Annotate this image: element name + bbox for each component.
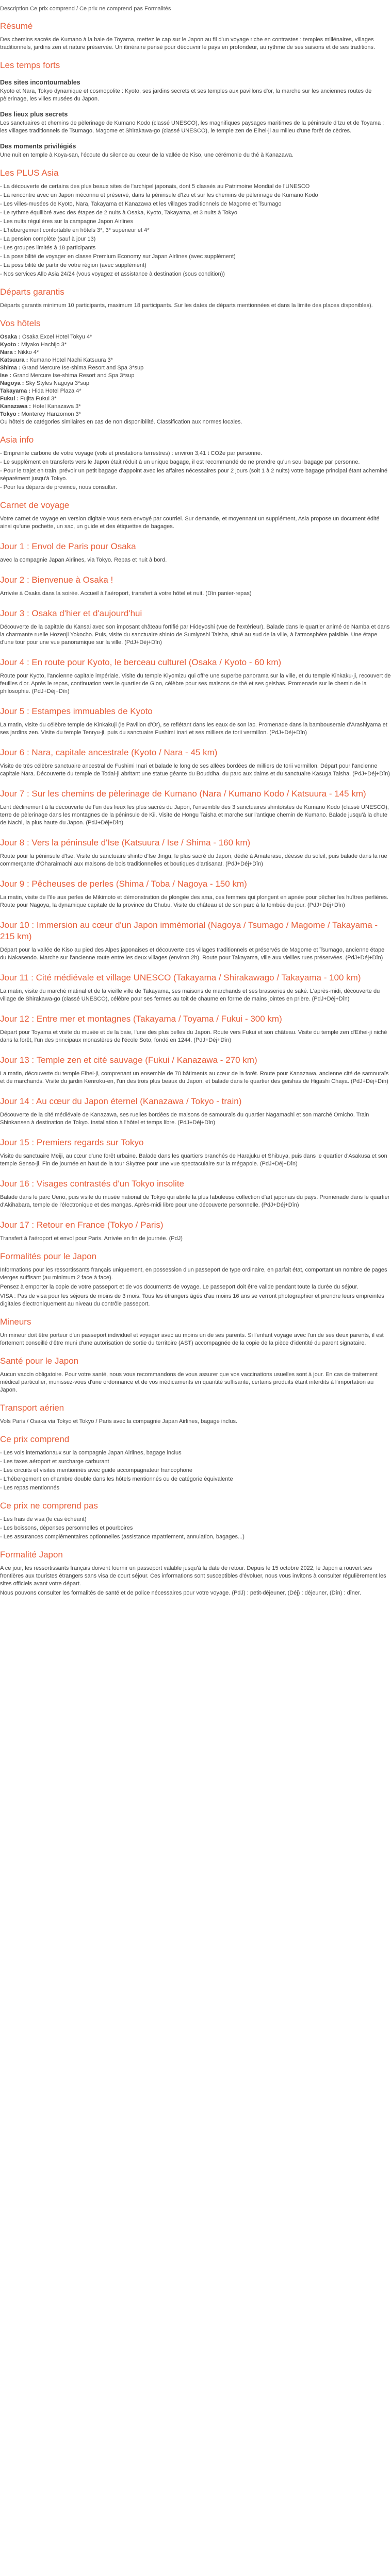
health-text: Aucun vaccin obligatoire. Pour votre santé, nous vous recommandons de vous assurer que vos vaccinations usuelles sont à jour. En cas de traitement médical particulier, munissez-vous d'une ordonnance et de vos médicaments en quantité suffisante, certains produits étant interdits à l'importation au Japon. — [0, 1371, 378, 1393]
day-text: Lent déclinement à la découverte de l'un des lieux les plus sacrés du Japon, l'ensemble des 3 sanctuaires shintoïstes de Kumano Kodo (classé UNESCO), terre de pèlerinage dans les montagnes de la péninsule de Kii. Visite de Hongu Taisha et marche sur l'antique chemin de Kumano. Balade jusqu'à la chute de Nachi, la plus haute du Japon. (PdJ+Déj+Dîn) — [0, 804, 389, 826]
hotel-row — [0, 372, 391, 380]
price-excludes-title: Ce prix ne comprend pas — [0, 1501, 98, 1511]
plus-asia-section — [0, 167, 391, 278]
price-includes-item: - Les taxes aéroport et surcharge carburant — [0, 1459, 109, 1465]
transport-title: Transport aérien — [0, 1403, 64, 1413]
hotel-city: Tokyo : — [0, 411, 20, 417]
carnet-section — [0, 500, 391, 531]
day-section — [0, 837, 391, 868]
day-title: Jour 14 : Au cœur du Japon éternel (Kanazawa / Tokyo - train) — [0, 1096, 242, 1106]
price-includes-section — [0, 1434, 391, 1492]
hotels-title: Vos hôtels — [0, 318, 41, 328]
formalities-section — [0, 1251, 391, 1308]
transport-section — [0, 1402, 391, 1426]
plus-asia-item: - La possibilité de partir de votre région (avec supplément) — [0, 262, 146, 268]
day-title: Jour 5 : Estampes immuables de Kyoto — [0, 706, 153, 716]
day-text: La matin, découverte du temple Eihei-ji, comprenant un ensemble de 70 bâtiments au cœur de la forêt. Route pour Kanazawa, ancienne cité de samouraïs et de marchands. Visite du jardin Kenroku-en, l'un des trois plus beaux du Japon, et balade dans le quartier des geishas de Higashi Chaya. (PdJ+Déj+Dîn) — [0, 1071, 389, 1084]
highlight-heading: Des moments privilégiés — [0, 143, 76, 150]
day-section — [0, 657, 391, 696]
hotel-row — [0, 364, 391, 372]
hotel-city: Nara : — [0, 349, 17, 355]
hotel-city: Ise : — [0, 372, 12, 379]
carnet-text: Votre carnet de voyage en version digitale vous sera envoyé par courriel. Sur demande, et moyennant un supplément, Asia propose un document édité ainsi qu'une pochette, un sac, un guide et des étiquettes de bagages. — [0, 516, 380, 530]
departures-text: Départs garantis minimum 10 participants, maximum 18 participants. Sur les dates de départs mentionnées et dans la limite des places disponibles). — [0, 302, 373, 309]
resume-paragraph: Des chemins sacrés de Kumano à la baie de Toyama, mettez le cap sur le Japon au fil d'un voyage riche en contrastes : temples millénaires, villages traditionnels, jardins zen et nature préservée. Un itinéraire pensé pour découvrir le pays en profondeur, au rythme de ses saisons et de ses traditions. — [0, 37, 376, 50]
price-excludes-item: - Les assurances complémentaires optionnelles (assistance rapatriement, annulation, bagages...) — [0, 1534, 245, 1540]
day-text: avec la compagnie Japan Airlines, via Tokyo. Repas et nuit à bord. — [0, 557, 167, 563]
asia-info-section — [0, 434, 391, 492]
day-text: Visite de très célèbre sanctuaire ancestral de Fushimi Inari et balade le long de ses allées bordées de milliers de torii vermillon. Départ pour l'ancienne capitale Nara. Découverte du temple de Todai-ji abritant une statue géante du Bouddha, du parc aux daims et du sanctuaire Kasuga Taisha. (PdJ+Déj+Dîn) — [0, 763, 390, 777]
day-text: Arrivée à Osaka dans la soirée. Accueil à l'aéroport, transfert à votre hôtel et nuit. (Dîn panier-repas) — [0, 590, 252, 597]
day-section — [0, 1096, 391, 1127]
resume-section — [0, 21, 391, 52]
day-title: Jour 2 : Bienvenue à Osaka ! — [0, 575, 113, 585]
hotels-section — [0, 318, 391, 426]
hotel-name: Hida Hotel Plaza 4* — [32, 388, 82, 394]
health-section — [0, 1355, 391, 1394]
day-section — [0, 541, 391, 564]
hotel-city: Kanazawa : — [0, 403, 31, 410]
highlight-text: Une nuit en temple à Koya-san, l'écoute du silence au cœur de la vallée de Kiso, une cérémonie du thé à Kanazawa. — [0, 152, 294, 158]
day-title: Jour 12 : Entre mer et montagnes (Takayama / Toyama / Fukui - 300 km) — [0, 1014, 282, 1024]
price-excludes-item: - Les frais de visa (le cas échéant) — [0, 1516, 87, 1522]
asia-info-title: Asia info — [0, 435, 34, 445]
day-text: Route pour Kyoto, l'ancienne capitale impériale. Visite du temple Kiyomizu qui offre une superbe panorama sur la ville, et du temple Kinkaku-ji, recouvert de feuilles d'or. Après le repas, continuation vers le quartier de Gion, célèbre pour ses maisons de thé et ses geishas. Promenade sur le chemin de la philosophie. (PdJ+Déj+Dîn) — [0, 673, 391, 694]
formalities-paragraph: Pensez à emporter la copie de votre passeport et de vos documents de voyage. Le passeport doit être valide pendant toute la durée du séjour. — [0, 1284, 359, 1290]
minors-section — [0, 1316, 391, 1347]
hotel-row — [0, 349, 391, 357]
day-section — [0, 972, 391, 1003]
day-text: Visite du sanctuaire Meiji, au cœur d'une forêt urbaine. Balade dans les quartiers branchés de Harajuku et Shibuya, puis dans le quartier d'Asakusa et son temple Senso-ji. Fin de journée en haut de la tour Skytree pour une vue spectaculaire sur la mégapole. (PdJ+Déj+Dîn) — [0, 1153, 387, 1167]
hotel-name: Miyako Hachijo 3* — [21, 342, 67, 348]
highlight-text: Les sanctuaires et chemins de pèlerinage de Kumano Kodo (classé UNESCO), les magnifiques paysages maritimes de la péninsule d'Izu et de Toyama : les villages traditionnels de Tsumago, Magome et Shirakawa-go (classé UNESCO), le temple zen de Eihei-ji au milieu d'une forêt de cèdres. — [0, 120, 384, 134]
asia-info-item: - Pour les départs de province, nous consulter. — [0, 484, 117, 490]
day-text: Découverte de la capitale du Kansai avec son imposant château fortifié par Hideyoshi (vue de l'extérieur). Balade dans le quartier animé de Namba et dans la charmante ruelle Hozenji Yokocho. Puis, visite du sanctuaire shinto de Sumiyoshi Taisha, situé au sud de la ville, à l'atmosphère paisible. Une étape d'une tour pour une vue panoramique sur la ville. (PdJ+Déj+Dîn) — [0, 624, 390, 646]
day-title: Jour 15 : Premiers regards sur Tokyo — [0, 1138, 144, 1147]
price-includes-item: - Les repas mentionnés — [0, 1485, 59, 1491]
plus-asia-item: - Nos services Allo Asia 24/24 (vous voyagez et assistance à destination (sous condition)) — [0, 271, 225, 277]
price-excludes-item: - Les boissons, dépenses personnelles et pourboires — [0, 1525, 133, 1531]
hotel-row — [0, 333, 391, 341]
hotel-row — [0, 395, 391, 403]
departures-section — [0, 286, 391, 310]
hotel-row — [0, 357, 391, 364]
hotels-note: Ou hôtels de catégories similaires en cas de non disponibilité. Classification aux normes locales. — [0, 419, 242, 425]
day-title: Jour 17 : Retour en France (Tokyo / Paris) — [0, 1220, 164, 1230]
day-title: Jour 10 : Immersion au cœur d'un Japon immémorial (Nagoya / Tsumago / Magome / Takayama - 215 km) — [0, 920, 378, 941]
day-title: Jour 7 : Sur les chemins de pèlerinage de Kumano (Nara / Kumano Kodo / Katsuura - 145 km) — [0, 789, 366, 799]
plus-asia-item: - Le rythme équilibré avec des étapes de 2 nuits à Osaka, Kyoto, Takayama, et 3 nuits à Tokyo — [0, 210, 238, 216]
hotel-city: Shima : — [0, 365, 21, 371]
day-title: Jour 6 : Nara, capitale ancestrale (Kyoto / Nara - 45 km) — [0, 748, 218, 757]
day-text: Balade dans le parc Ueno, puis visite du musée national de Tokyo qui abrite la plus fabuleuse collection d'art japonais du pays. Promenade dans le quartier d'Akihabara, temple de l'électronique et des mangas. Après-midi libre pour une découverte personnelle. (PdJ+Déj+Dîn) — [0, 1194, 390, 1208]
day-text: Découverte de la cité médiévale de Kanazawa, ses ruelles bordées de maisons de samouraïs du quartier Nagamachi et son marché Omicho. Train Shinkansen à destination de Tokyo. Installation à l'hôtel et temps libre. (PdJ+Déj+Dîn) — [0, 1112, 369, 1126]
hotel-name: Monterey Hanzomon 3* — [21, 411, 81, 417]
day-text: Transfert à l'aéroport et envol pour Paris. Arrivée en fin de journée. (PdJ) — [0, 1235, 183, 1242]
price-excludes-section — [0, 1500, 391, 1541]
day-title: Jour 4 : En route pour Kyoto, le berceau culturel (Osaka / Kyoto - 60 km) — [0, 657, 282, 667]
day-section — [0, 1013, 391, 1044]
hotel-city: Takayama : — [0, 388, 31, 394]
day-text: Départ pour la vallée de Kiso au pied des Alpes japonaises et découverte des villages traditionnels et préservés de Magome et Tsumago, ancienne étape du Nakasendo. Marche sur l'ancienne route entre les deux villages (environ 2h). Route pour Takayama, ville aux vieilles rues préservées. (PdJ+Déj+Dîn) — [0, 947, 385, 961]
hotel-name: Grand Mercure Ise-shima Resort and Spa 3*sup — [22, 365, 144, 371]
plus-asia-item: - Les villes-musées de Kyoto, Nara, Takayama et Kanazawa et les villages traditionnels de Magome et Tsumago — [0, 201, 282, 207]
hotel-name: Sky Styles Nagoya 3*sup — [25, 380, 90, 386]
asia-info-item: - Le supplément en transferts vers le Japon était réduit à un unique bagage, il est recommandé de ne prendre qu'un seul bagage par personne. — [0, 459, 360, 465]
day-title: Jour 16 : Visages contrastés d'un Tokyo insolite — [0, 1179, 184, 1189]
tab-links[interactable]: Description Ce prix comprend / Ce prix ne comprend pas Formalités — [0, 6, 171, 12]
day-section — [0, 788, 391, 827]
final-section — [0, 1589, 391, 1597]
day-section — [0, 747, 391, 778]
day-text: La matin, visite du marché matinal et de la vieille ville de Takayama, ses maisons de marchands et ses brasseries de saké. L'après-midi, découverte du village de Shirakawa-go (classé UNESCO), célèbre pour ses fermes au toit de chaume en forme de mains jointes en prière. (PdJ+Déj+Dîn) — [0, 988, 380, 1002]
day-text: Route pour la péninsule d'Ise. Visite du sanctuaire shinto d'Ise Jingu, le plus sacré du Japon, dédié à Amaterasu, déesse du soleil, puis balade dans la rue commerçante d'Oharaimachi aux maisons de bois traditionnelles et boutiques d'artisanat. (PdJ+Déj+Dîn) — [0, 853, 387, 867]
price-includes-title: Ce prix comprend — [0, 1434, 70, 1444]
content — [0, 21, 391, 1597]
day-section — [0, 706, 391, 737]
day-title: Jour 13 : Temple zen et cité sauvage (Fukui / Kanazawa - 270 km) — [0, 1055, 257, 1065]
plus-asia-item: - La possibilité de voyager en classe Premium Economy sur Japan Airlines (avec supplément) — [0, 253, 236, 260]
japan-formalities-section — [0, 1549, 391, 1588]
hotel-city: Kyoto : — [0, 342, 20, 348]
plus-asia-title: Les PLUS Asia — [0, 168, 59, 178]
day-section — [0, 1219, 391, 1243]
price-includes-item: - Les circuits et visites mentionnés avec guide accompagnateur francophone — [0, 1467, 192, 1473]
price-includes-item: - L'hébergement en chambre double dans les hôtels mentionnés ou de catégorie équivalente — [0, 1476, 233, 1482]
transport-text: Vols Paris / Osaka via Tokyo et Tokyo / Paris avec la compagnie Japan Airlines, bagage inclus. — [0, 1418, 238, 1425]
hotel-name: Grand Mercure Ise-shima Resort and Spa 3*sup — [13, 372, 135, 379]
day-section — [0, 1055, 391, 1086]
highlight-heading: Des sites incontournables — [0, 79, 80, 86]
hotel-row — [0, 387, 391, 395]
plus-asia-item: - La rencontre avec un Japon méconnu et préservé, dans la péninsule d'Izu et sur les chemins de pèlerinage de Kumano Kodo — [0, 192, 318, 198]
day-title: Jour 3 : Osaka d'hier et d'aujourd'hui — [0, 608, 142, 618]
day-text: Départ pour Toyama et visite du musée et de la baie, l'une des plus belles du Japon. Route vers Fukui et son château. Visite du temple zen d'Eihei-ji niché dans la forêt, l'un des principaux monastères de l'école Soto, fondé en 1244. (PdJ+Déj+Dîn) — [0, 1029, 387, 1043]
day-section — [0, 608, 391, 647]
resume-title: Résumé — [0, 21, 33, 31]
highlights-section — [0, 60, 391, 159]
price-includes-item: - Les vols internationaux sur la compagnie Japan Airlines, bagage inclus — [0, 1450, 182, 1456]
japan-formalities-text: A ce jour, les ressortissants français doivent fournir un passeport valable jusqu'à la date de retour. Depuis le 15 octobre 2022, le Japon a rouvert ses frontières aux touristes étrangers sans visa de court séjour. Ces informations sont susceptibles d'évoluer, nous vous invitons à consulter régulièrement les sites officiels avant votre départ. — [0, 1565, 386, 1587]
day-text: La matin, visite du célèbre temple de Kinkakuji (le Pavillon d'Or), se reflétant dans les eaux de son lac. Promenade dans la bambouseraie d'Arashiyama et ses jardins zen. Visite du temple Tenryu-ji, puis du sanctuaire Fushimi Inari et ses milliers de torii vermillon. (PdJ+Déj+Dîn) — [0, 722, 387, 736]
day-section — [0, 878, 391, 909]
hotel-city: Osaka : — [0, 334, 21, 340]
plus-asia-item: - La découverte de certains des plus beaux sites de l'archipel japonais, dont 5 classés au Patrimoine Mondial de l'UNESCO — [0, 183, 310, 190]
day-section — [0, 1178, 391, 1209]
highlights-title: Les temps forts — [0, 60, 60, 70]
day-title: Jour 11 : Cité médiévale et village UNESCO (Takayama / Shirakawago / Takayama - 100 km) — [0, 973, 361, 982]
minors-title: Mineurs — [0, 1317, 31, 1327]
carnet-title: Carnet de voyage — [0, 500, 70, 510]
asia-info-item: - Empreinte carbone de votre voyage (vols et prestations terrestres) : environ 3,41 t CO2e par personne. — [0, 450, 263, 456]
formalities-paragraph: VISA : Pas de visa pour les séjours de moins de 3 mois. Tous les étrangers âgés d'au moins 16 ans se verront photographier et prendre leurs empreintes digitales électroniquement au niveau du contrôle passeport. — [0, 1293, 384, 1307]
hotel-name: Hotel Kanazawa 3* — [32, 403, 81, 410]
hotel-city: Fukui : — [0, 396, 19, 402]
hotel-name: Osaka Excel Hotel Tokyu 4* — [22, 334, 92, 340]
plus-asia-item: - Les nuits régulières sur la campagne Japon Airlines — [0, 218, 134, 225]
hotel-row — [0, 403, 391, 411]
day-section — [0, 1137, 391, 1168]
final-text: Nous pouvons consulter les formalités de santé et de police nécessaires pour votre voyage. (PdJ) : petit-déjeuner, (Déj) : déjeuner, (Dîn) : dîner. — [0, 1590, 362, 1596]
highlight-text: Kyoto et Nara, Tokyo dynamique et cosmopolite : Kyoto, ses jardins secrets et ses temples aux pavillons d'or, la marche sur les anciennes routes de pèlerinage, les villes musées du Japon. — [0, 88, 372, 102]
hotel-name: Fujita Fukui 3* — [20, 396, 57, 402]
minors-text: Un mineur doit être porteur d'un passeport individuel et voyager avec au moins un de ses parents. Si l'enfant voyage avec l'un de ses deux parents, il est fortement conseillé d'être muni d'une autorisation de sortie du territoire (AST) accompagnée de la copie de la pièce d'identité du parent signataire. — [0, 1332, 384, 1346]
day-title: Jour 8 : Vers la péninsule d'Ise (Katsuura / Ise / Shima - 160 km) — [0, 838, 251, 848]
hotel-city: Katsuura : — [0, 357, 28, 363]
plus-asia-item: - L'hébergement confortable en hôtels 3*, 3* supérieur et 4* — [0, 227, 150, 233]
hotel-name: Nikko 4* — [18, 349, 39, 355]
day-section — [0, 920, 391, 962]
hotel-city: Nagoya : — [0, 380, 24, 386]
plus-asia-item: - Les groupes limités à 18 participants — [0, 245, 96, 251]
japan-formalities-title: Formalité Japon — [0, 1550, 63, 1560]
day-title: Jour 9 : Pêcheuses de perles (Shima / Toba / Nagoya - 150 km) — [0, 879, 247, 889]
departures-title: Départs garantis — [0, 287, 64, 297]
hotel-name: Kumano Hotel Nachi Katsuura 3* — [29, 357, 113, 363]
hotel-row — [0, 341, 391, 349]
hotel-row — [0, 380, 391, 387]
plus-asia-item: - La pension complète (sauf à jour 13) — [0, 236, 96, 242]
day-text: La matin, visite de l'île aux perles de Mikimoto et démonstration de plongée des ama, ces femmes qui plongent en apnée pour pêcher les huîtres perlières. Route pour Nagoya, la dynamique capitale de la province du Chubu. Visite du château et de son parc à la tombée du jour. (PdJ+Déj+Dîn) — [0, 894, 388, 908]
highlight-heading: Des lieux plus secrets — [0, 111, 68, 118]
asia-info-item: - Pour le trajet en train, prévoir un petit bagage d'appoint avec les affaires nécessaires pour 2 jours (soit 1 à 2 nuits) votre bagage principal étant acheminé séparément jusqu'à Tokyo. — [0, 468, 387, 482]
formalities-title: Formalités pour le Japon — [0, 1251, 97, 1261]
day-title: Jour 1 : Envol de Paris pour Osaka — [0, 541, 136, 551]
health-title: Santé pour le Japon — [0, 1356, 79, 1366]
day-section — [0, 574, 391, 598]
hotel-row — [0, 411, 391, 418]
formalities-paragraph: Informations pour les ressortissants français uniquement, en possession d'un passeport de type ordinaire, en parfait état, comportant un nombre de pages vierges suffisant (au minimum 2 face à face). — [0, 1267, 387, 1281]
